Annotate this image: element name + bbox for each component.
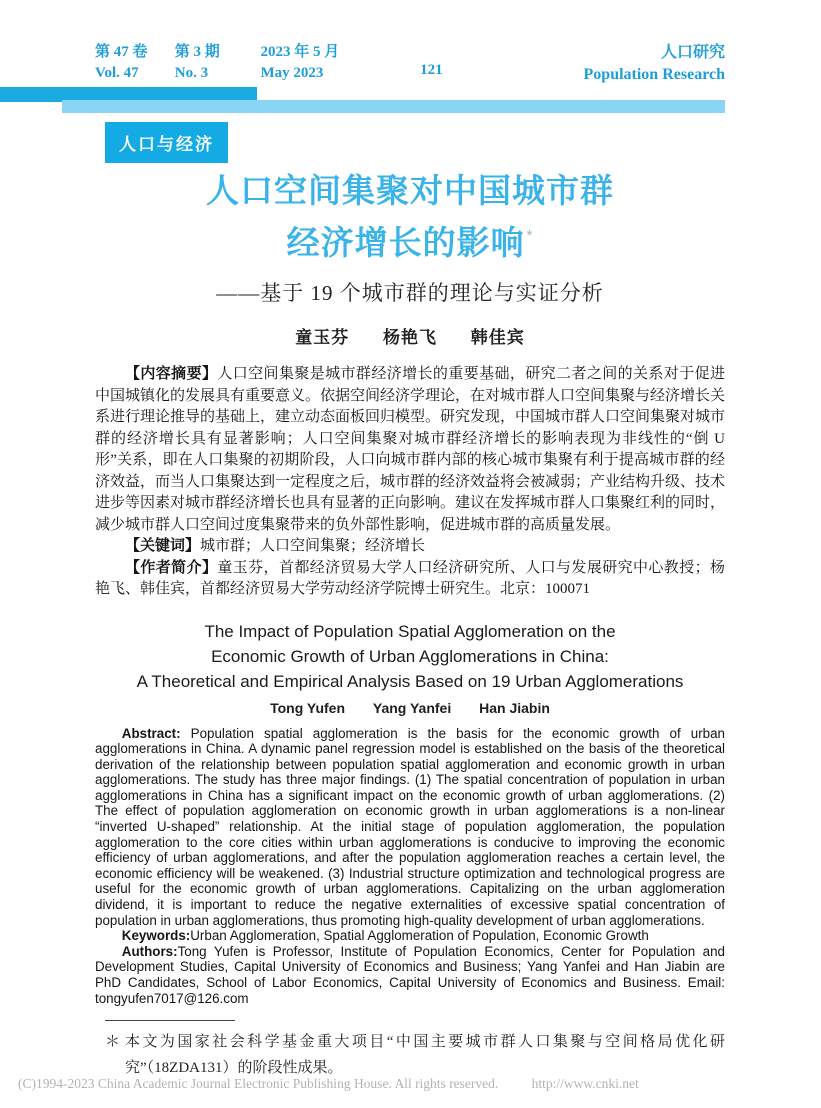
author-zh: 杨艳飞	[383, 328, 437, 347]
date-en: May 2023	[260, 65, 324, 81]
title-en-line-1: The Impact of Population Spatial Agglomeration on the	[204, 621, 616, 641]
journal-header	[95, 42, 725, 86]
title-en-line-2: Economic Growth of Urban Agglomerations in China:	[211, 646, 609, 666]
funding-footnote	[105, 1029, 725, 1081]
author-en: Tong Yufen	[270, 699, 345, 716]
author-en: Yang Yanfei	[372, 699, 452, 716]
keywords-en-label: Keywords:	[121, 928, 191, 944]
footnote-separator	[105, 1020, 235, 1021]
title-line-2: 经济增长的影响 *	[286, 224, 534, 261]
section-badge: 人口与经济	[105, 122, 228, 163]
article-subtitle-zh: ——基于 19 个城市群的理论与实证分析	[216, 281, 604, 305]
author-zh: 童玉芬	[295, 328, 350, 347]
abstract-zh-paragraph: 【内容摘要】人口空间集聚是城市群经济增长的重要基础，研究二者之间的关系对于促进中国城镇化的发展具有重要意义。依据空间经济学理论，在对城市群人口空间集聚与经济增长关系进行理论推导的基础上，建立动态面板回归模型。研究发现，中国城市群人口空间集聚对城市群的经济增长具有显著影响；人口空间集聚对城市群经济增长的影响表现为非线性的“倒 U 形”关系，即在人口集聚的初期阶段，人口向城市群内部的核心城市集聚有利于提高城市群的经济效益，而当人口集聚达到一定程度之后，城市群的经济效益将会被减弱；产业结构升级、技术进步等因素对城市群经济增长也具有显著的正向影响。建议在发挥城市群人口集聚红利的同时，减少城市群人口空间过度集聚带来的负外部性影响，促进城市群的高质量发展。	[95, 366, 726, 533]
issue-zh: 第 3 期	[174, 44, 220, 60]
page-number: 121	[420, 62, 443, 78]
journal-name-zh: 人口研究	[660, 44, 725, 61]
abstract-zh	[95, 364, 725, 601]
title-en-line-3: A Theoretical and Empirical Analysis Based on 19 Urban Agglomerations	[136, 671, 684, 691]
author-en: Han Jiabin	[479, 699, 550, 716]
journal-name	[584, 42, 725, 86]
date-zh: 2023 年 5 月	[260, 44, 340, 60]
issue-info	[95, 42, 339, 84]
author-bio-zh-line: 【作者简介】童玉芬，首都经济贸易大学人口经济研究所、人口与发展研究中心教授；杨艳飞、韩佳宾，首都经济贸易大学劳动经济学院博士研究生。北京：100071	[95, 559, 725, 597]
volume-zh: 第 47 卷	[95, 44, 148, 60]
issue-en: No. 3	[174, 65, 209, 81]
authors-zh	[95, 323, 725, 348]
authors-en-label: Authors:	[121, 943, 178, 959]
article-title-en	[95, 619, 725, 694]
title-footnote-asterisk: *	[526, 227, 534, 244]
journal-name-en: Population Research	[583, 66, 725, 83]
authors-en	[95, 700, 725, 716]
keywords-zh-line: 【关键词】城市群；人口空间集聚；经济增长	[125, 538, 426, 554]
copyright-line	[18, 1076, 803, 1092]
authors-bio-en-line: Authors:Tong Yufen is Professor, Institute of Population Economics, Center for Population and Development Studies, Capital University of Economics and Business; Yang Yanfei and Han Jiabin are PhD Candidates, School of Labor Economics, Capital University of Economics and Business. Email: tongyufen7017@126.com	[95, 943, 725, 1006]
abstract-zh-label: 【内容摘要】	[125, 366, 218, 382]
footnote-text: 本文为国家社会科学基金重大项目“中国主要城市群人口集聚与空间格局优化研究”（18ZDA131）的阶段性成果。	[125, 1034, 725, 1077]
article-title-zh	[95, 168, 725, 265]
keywords-zh-label: 【关键词】	[125, 538, 201, 554]
volume-en: Vol. 47	[95, 65, 139, 81]
keywords-en-line: Keywords:Urban Agglomeration, Spatial Agglomeration of Population, Economic Growth	[121, 928, 649, 944]
copyright-text: (C)1994-2023 China Academic Journal Electronic Publishing House. All rights reserved.	[18, 1076, 499, 1091]
header-light-bar	[62, 100, 725, 113]
author-zh: 韩佳宾	[470, 328, 525, 347]
abstract-en	[95, 726, 725, 1007]
article-body	[95, 168, 725, 1081]
abstract-en-label: Abstract:	[121, 725, 181, 741]
cnki-url: http://www.cnki.net	[531, 1076, 639, 1091]
abstract-en-paragraph: Abstract: Population spatial agglomeration is the basis for the economic growth of urban agglomerations in China. A dynamic panel regression model is established on the basis of the theoretical derivation of the relationship between population spatial agglomeration and economic growth in urban agglomerations. The study has three major findings. (1) The spatial concentration of population in urban agglomerations in China has a significant impact on the economic growth of urban agglomerations. (2) The effect of population agglomeration on economic growth in urban agglomerations is a non-linear “inverted U-shaped” relationship. At the initial stage of population agglomeration, the population agglomeration to the core cities within urban agglomerations is conducive to improving the economic efficiency of urban agglomerations, and after the population agglomeration reaches a certain level, the economic efficiency will be weakened. (3) Industrial structure optimization and technological progress are useful for the economic growth of urban agglomerations. Capitalizing on the urban agglomeration dividend, it is important to reduce the negative externalities of excessive spatial concentration of population in urban agglomerations, thus promoting high-quality development of urban agglomerations.	[95, 725, 725, 928]
footnote-marker: ＊	[105, 1034, 121, 1051]
title-line-1: 人口空间集聚对中国城市群	[206, 172, 614, 209]
author-bio-zh-label: 【作者简介】	[125, 559, 218, 576]
